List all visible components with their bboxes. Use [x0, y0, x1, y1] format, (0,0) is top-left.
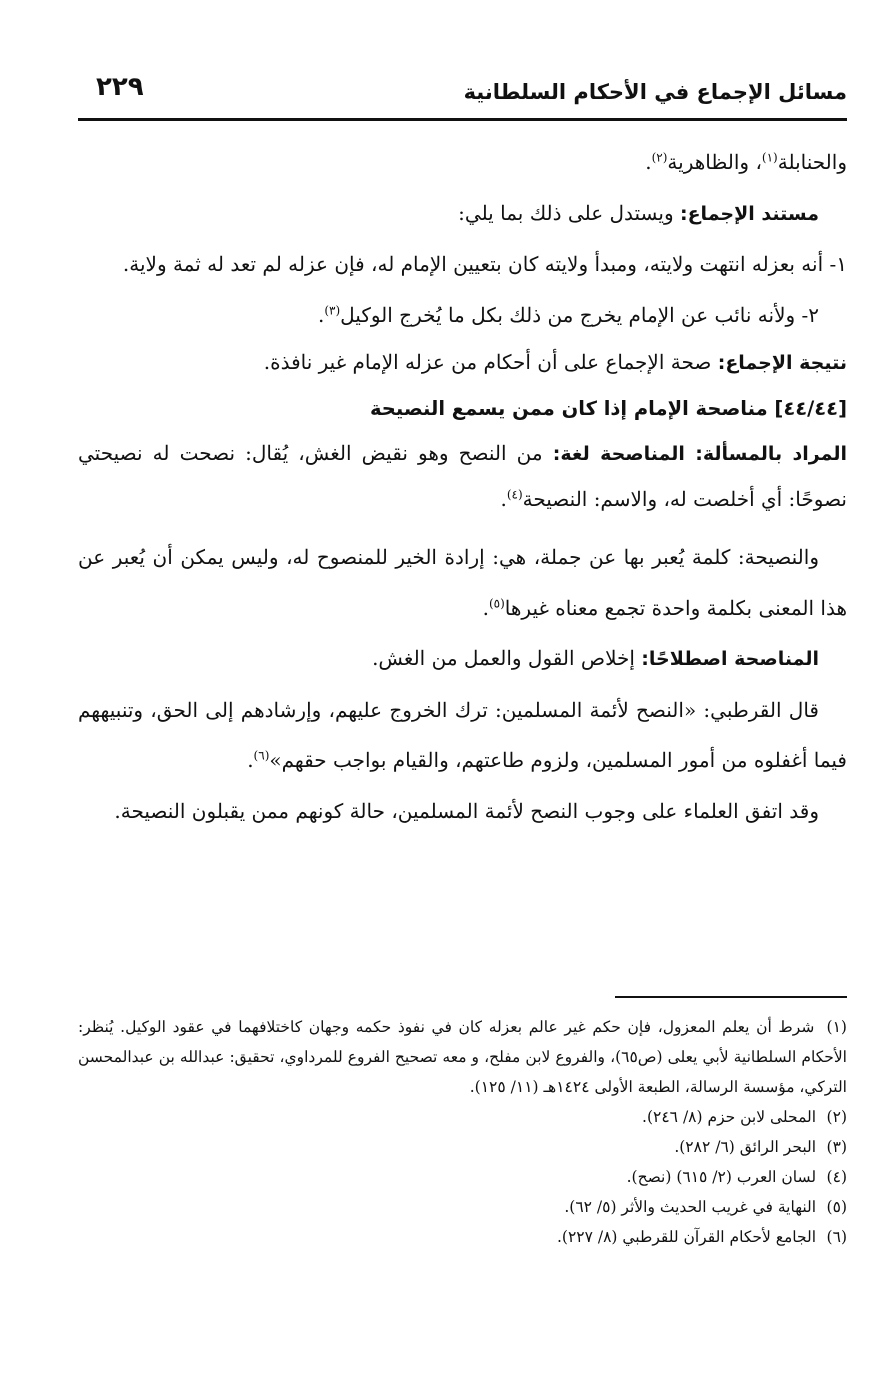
term-label: المناصحة اصطلاحًا:: [641, 648, 819, 670]
paragraph-6: [78, 431, 847, 522]
footnote-number: (٦): [826, 1228, 847, 1246]
term-label: نتيجة الإجماع:: [717, 352, 847, 374]
paragraph-8: [78, 633, 847, 685]
paragraph-3: [78, 239, 847, 290]
footnote-5: [78, 1192, 847, 1222]
paragraph-text: .: [482, 595, 489, 620]
footnote-number: (١): [826, 1018, 847, 1036]
paragraph-text: .: [317, 302, 325, 327]
footnote-ref-5: (٥): [488, 595, 505, 610]
paragraph-2: [78, 188, 847, 240]
footnote-ref-6: (٦): [253, 748, 270, 763]
footnote-text: الجامع لأحكام القرآن للقرطبي (٨/ ٢٢٧).: [556, 1228, 817, 1246]
footnote-6: [78, 1222, 847, 1252]
footnote-number: (٣): [826, 1138, 847, 1156]
paragraph-text: قال القرطبي: «النصح لأئمة المسلمين: ترك الخروج عليهم، وإرشادهم إلى الحق، وتنبيههم فيما أغفلوه من أمور المسلمين، ولزوم طاعتهم، والقيام بواجب حقهم»: [78, 697, 847, 772]
footnote-2: [78, 1102, 847, 1132]
footnote-ref-1: (١): [761, 150, 778, 165]
footnote-ref-2: (٢): [651, 150, 668, 165]
paragraph-text: .: [645, 150, 652, 174]
paragraph-9: [78, 685, 847, 786]
section-heading: [٤٤/٤٤] مناصحة الإمام إذا كان ممن يسمع النصيحة: [369, 397, 847, 420]
paragraph-4: [78, 290, 847, 341]
footnote-text: النهاية في غريب الحديث والأثر (٥/ ٦٢).: [564, 1198, 817, 1216]
page-number: ٢٢٩: [96, 72, 144, 102]
paragraph-10: [78, 786, 847, 837]
footnote-4: [78, 1162, 847, 1192]
paragraph-1: [78, 137, 847, 188]
paragraph-text: وقد اتفق العلماء على وجوب النصح لأئمة المسلمين، حالة كونهم ممن يقبلون النصيحة.: [114, 798, 819, 823]
term-label: مستند الإجماع:: [679, 202, 819, 225]
paragraph-text: .: [247, 748, 254, 772]
paragraph-5: [78, 340, 847, 386]
main-text: [78, 137, 847, 836]
footnotes: [78, 1012, 847, 1252]
footnote-text: البحر الرائق (٦/ ٢٨٢).: [674, 1138, 817, 1156]
paragraph-text: ١- أنه بعزله انتهت ولايته، ومبدأ ولايته كان بتعيين الإمام له، فإن عزله لم تعد له ثمة ولاية.: [122, 252, 847, 276]
footnote-number: (٢): [826, 1108, 847, 1126]
paragraph-text: ، والظاهرية: [667, 150, 762, 174]
paragraph-text: إخلاص القول والعمل من الغش.: [372, 646, 642, 670]
paragraph-7: [78, 532, 847, 633]
paragraph-text: ٢- ولأنه نائب عن الإمام يخرج من ذلك بكل ما يُخرج الوكيل: [340, 302, 819, 327]
footnote-number: (٤): [826, 1168, 847, 1186]
paragraph-text: .: [500, 487, 507, 511]
footnote-1: [78, 1012, 847, 1102]
paragraph-text: من النصح وهو نقيض الغش، يُقال: نصحت له نصيحتي نصوحًا: أي أخلصت له، والاسم: النصيحة: [78, 441, 847, 511]
paragraph-text: ويستدل على ذلك بما يلي:: [458, 200, 680, 225]
footnote-ref-4: (٤): [506, 487, 523, 502]
term-label: المراد بالمسألة: المناصحة لغة:: [552, 443, 847, 465]
footnote-text: لسان العرب (٢/ ٦١٥) (نصح).: [626, 1168, 817, 1186]
footnote-text: المحلى لابن حزم (٨/ ٢٤٦).: [642, 1108, 817, 1126]
footnote-number: (٥): [826, 1198, 847, 1216]
running-title: مسائل الإجماع في الأحكام السلطانية: [463, 80, 847, 104]
footnote-3: [78, 1132, 847, 1162]
footnote-text: شرط أن يعلم المعزول، فإن حكم غير عالم بعزله كان في نفوذ حكمه وجهان كاختلافهما في عقود الوكيل. يُنظر: الأحكام السلطانية لأبي يعلى (ص٦٥)، والفروع لابن مفلح، و معه تصحيح الفروع للمرداوي، تحقيق: عبدالله بن عبدالمحسن التركي، مؤسسة الرسالة، الطبعة الأولى ١٤٢٤هـ (١١/ ١٢٥).: [78, 1018, 847, 1096]
footnote-ref-3: (٣): [324, 302, 341, 317]
footnote-separator: [615, 996, 847, 998]
running-header: [78, 62, 847, 121]
paragraph-text: والنصيحة: كلمة يُعبر بها عن جملة، هي: إرادة الخير للمنصوح له، وليس يمكن أن يُعبر عن هذا المعنى بكلمة واحدة تجمع معناه غيرها: [78, 545, 847, 620]
paragraph-text: صحة الإجماع على أن أحكام من عزله الإمام غير نافذة.: [263, 350, 718, 374]
paragraph-text: والحنابلة: [777, 150, 847, 174]
